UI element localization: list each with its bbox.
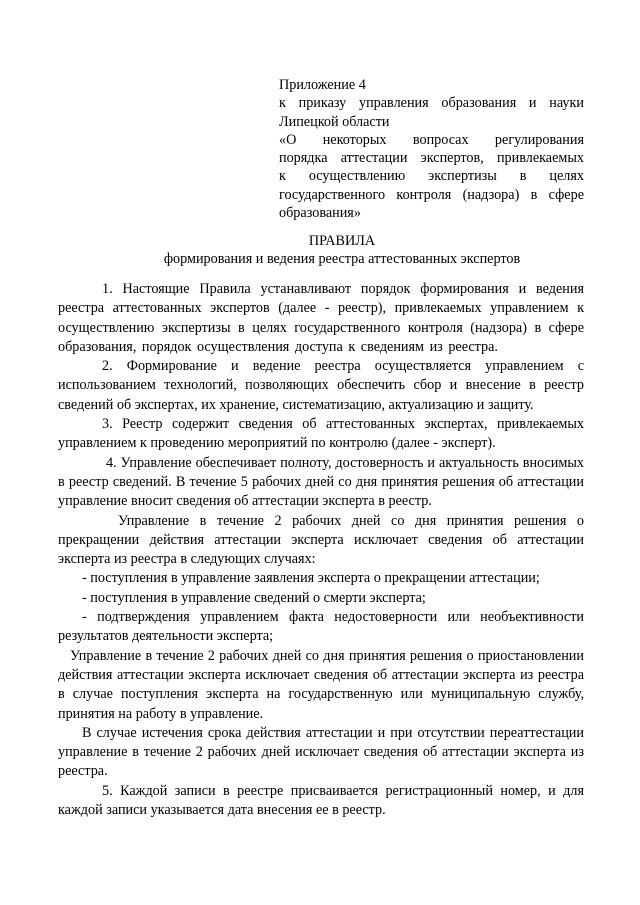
list-item: - поступления в управление сведений о смерти эксперта; (82, 589, 426, 606)
document-body (58, 280, 584, 820)
annex-line: образования» (279, 205, 361, 222)
list-item: - подтверждения управлением факта недостоверности или необъективности результатов деятельности эксперта; (58, 609, 584, 645)
document-title (0, 232, 640, 268)
annex-line: государственного контроля (надзора) в сфере (279, 186, 584, 203)
paragraph: 1. Настоящие Правила устанавливают порядок формирования и ведения реестра аттестованных экспертов (далее - реестр), привлекаемых управлением к осуществлению экспертизы в целях государственного контроля (надзора) в сфере образования, порядок осуществления доступа к сведениям из реестра. (58, 281, 584, 355)
paragraph: 5. Каждой записи в реестре присваивается регистрационный номер, и для каждой записи указывается дата внесения ее в реестр. (58, 782, 584, 819)
annex-line: к приказу управления образования и науки (279, 95, 584, 112)
annex-line: «О некоторых вопросах регулирования (279, 131, 584, 148)
paragraph: 3. Реестр содержит сведения об аттестованных экспертах, привлекаемых управлением к проведению мероприятий по контролю (далее - эксперт). (58, 416, 584, 452)
paragraph: 2. Формирование и ведение реестра осуществляется управлением с использованием технологий, позволяющих обеспечить сбор и внесение в реестр сведений об экспертах, их хранение, систематизацию, актуализацию и защиту. (58, 358, 584, 413)
paragraph: 4. Управление обеспечивает полноту, достоверность и актуальность вносимых в реестр сведений. В течение 5 рабочих дней со дня принятия решения об аттестации управление вносит сведения об аттестации эксперта в реестр. (58, 454, 584, 510)
list-item: - поступления в управление заявления эксперта о прекращении аттестации; (82, 570, 540, 587)
title-heading: ПРАВИЛА (308, 233, 376, 249)
annex-line: Липецкой области (279, 113, 390, 130)
annex-header (279, 76, 584, 222)
paragraph: Управление в течение 2 рабочих дней со дня принятия решения о прекращении действия аттестации эксперта исключает сведения об аттестации эксперта из реестра в следующих случаях: (58, 512, 584, 568)
paragraph: Управление в течение 2 рабочих дней со дня принятия решения о приостановлении действия аттестации эксперта исключает сведения об аттестации эксперта из реестра в случае поступления эксперта на государственную или муниципальную службу, принятия на работу в управление. (58, 647, 584, 722)
annex-line: к осуществлению экспертизы в целях (279, 168, 584, 185)
annex-number: Приложение 4 (279, 77, 366, 93)
annex-line: порядка аттестации экспертов, привлекаемых (279, 150, 584, 167)
paragraph: В случае истечения срока действия аттестации и при отсутствии переаттестации управление в течение 2 рабочих дней исключает сведения об аттестации эксперта из реестра. (58, 724, 584, 780)
title-subheading: формирования и ведения реестра аттестованных экспертов (163, 251, 521, 267)
